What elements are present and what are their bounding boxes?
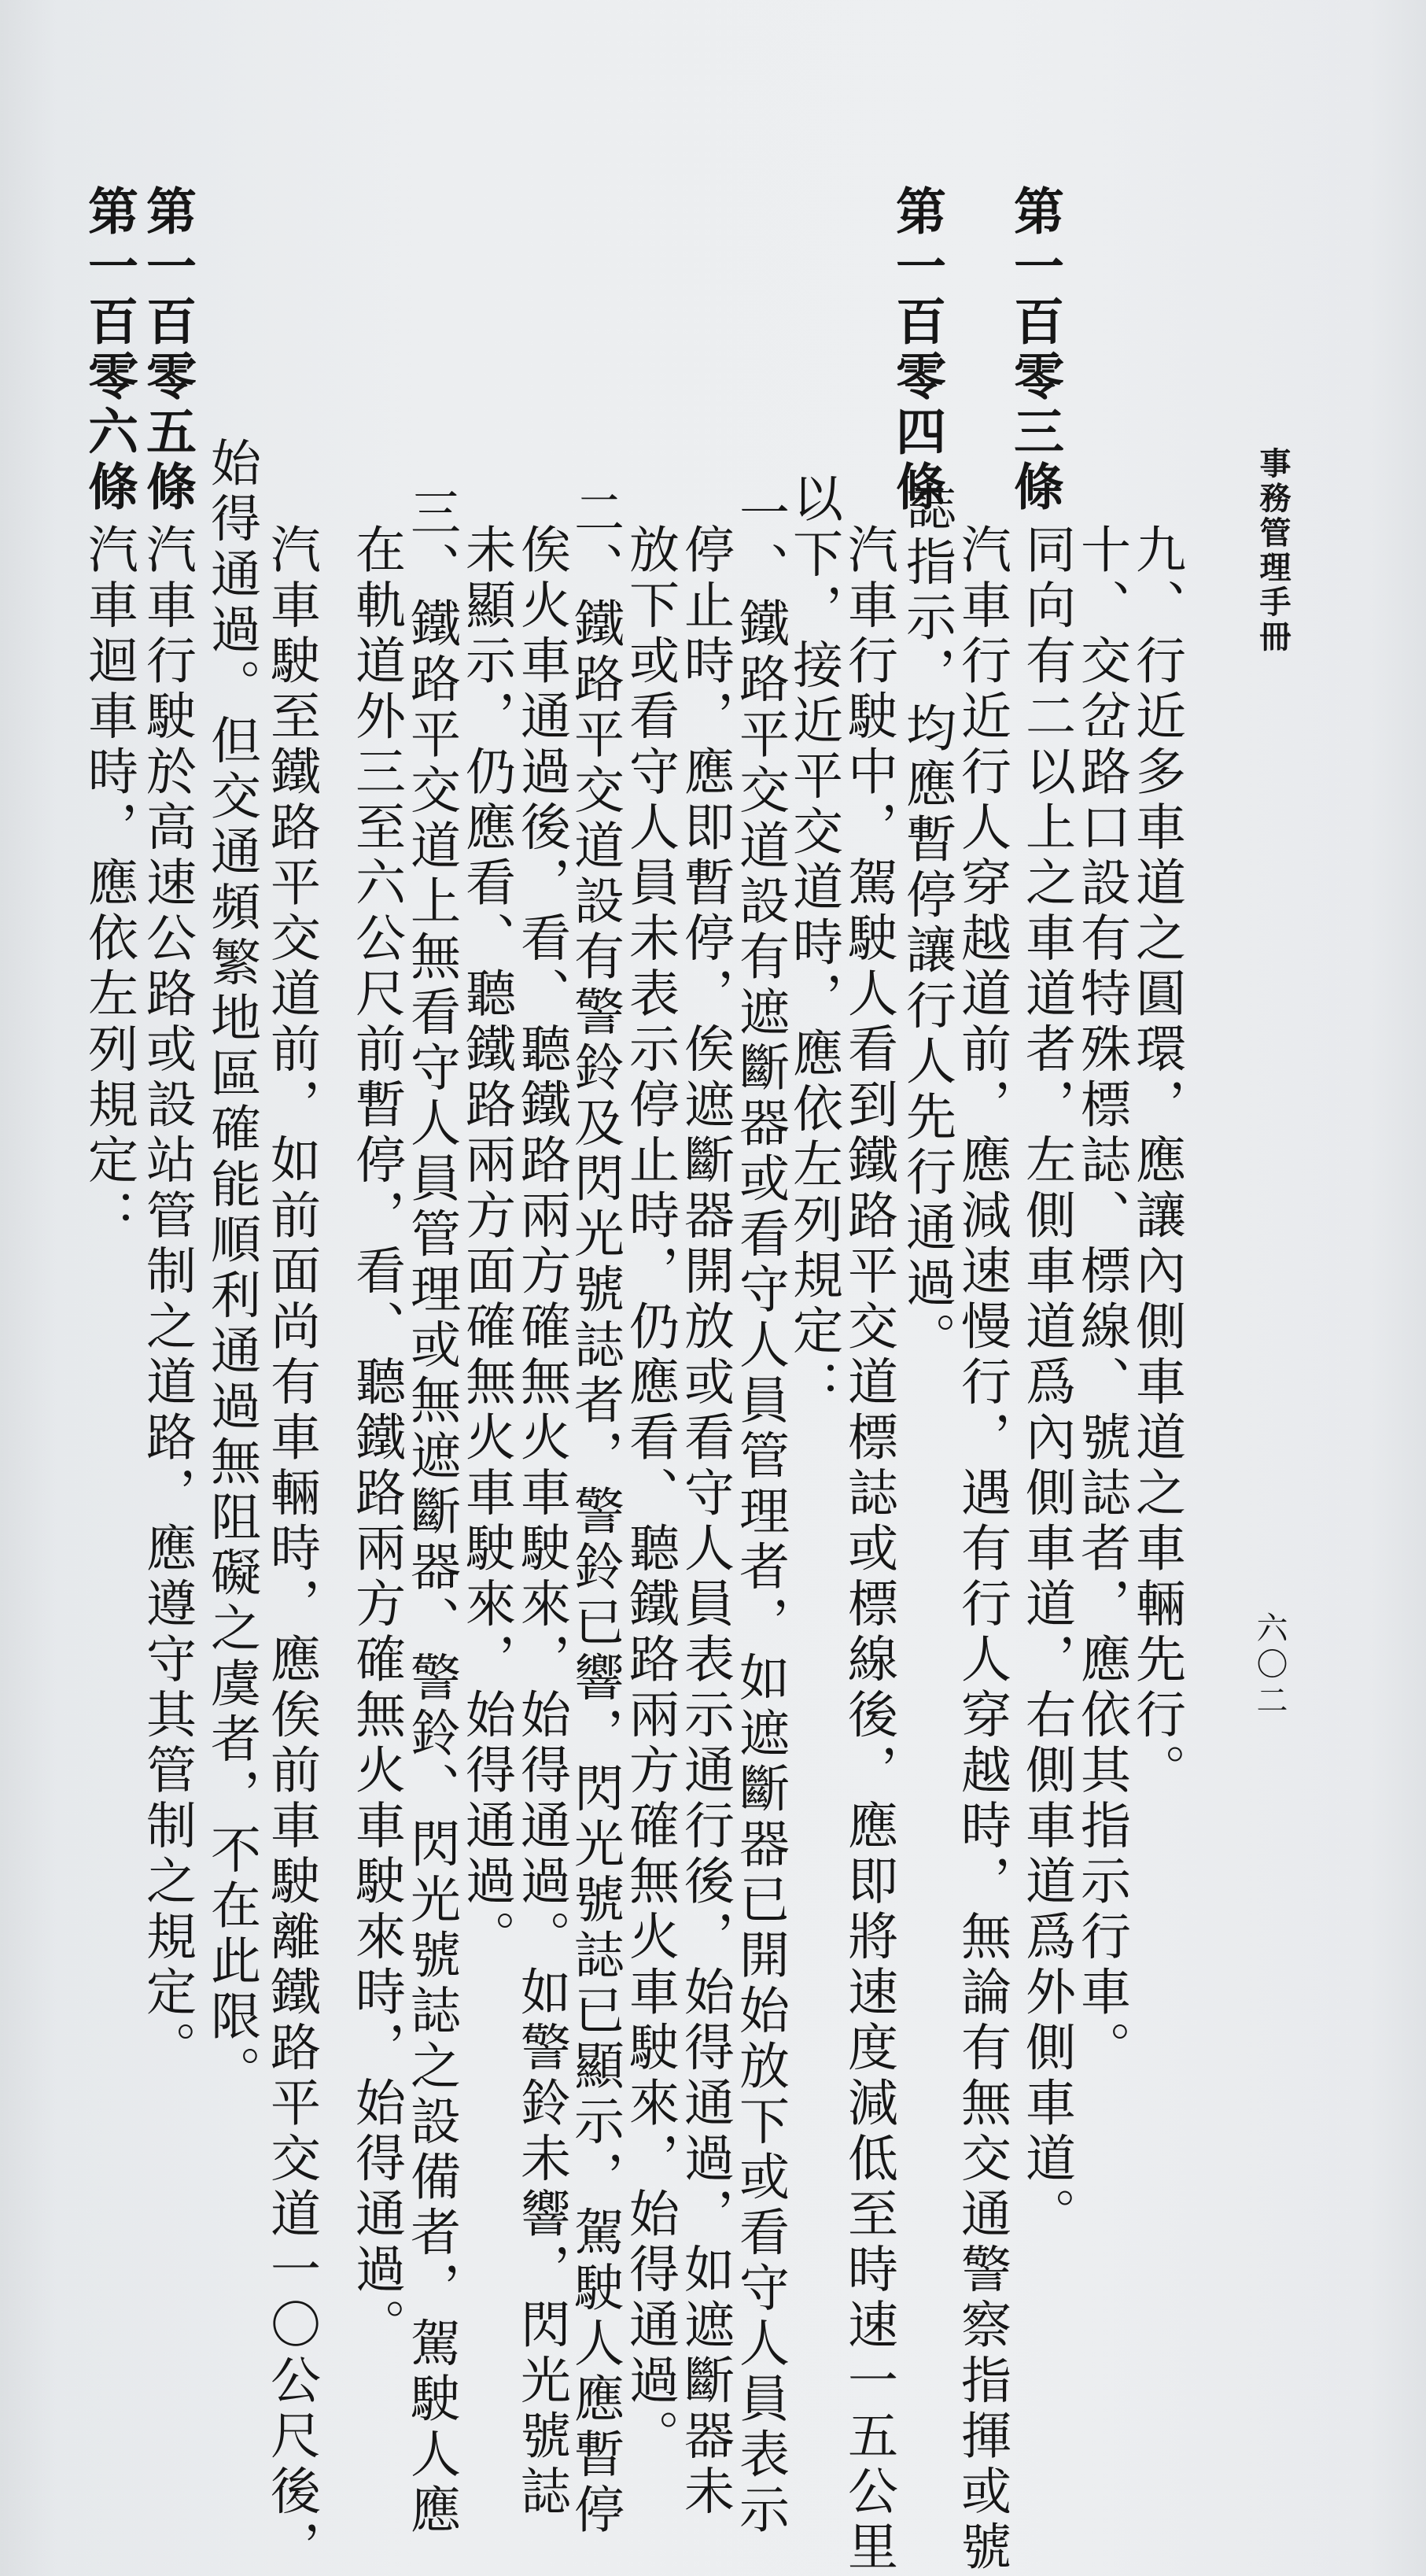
article-104-item-2-cont: 俟火車通過後，看、聽鐵路兩方確無火車駛來，始得通過。如警鈴未響，閃光號誌 [512,523,570,2520]
article-104-para-2: 汽車駛至鐵路平交道前，如前面尚有車輛時，應俟前車駛離鐵路平交道一〇公尺後， [262,523,320,2576]
article-104-line-2: 以下，接近平交道時，應依左列規定： [784,472,842,1415]
paragraph-line: 同向有二以上之車道者，左側車道爲內側車道，右側車道爲外側車道。 [1017,523,1075,2243]
running-header: 事務管理手冊 [1255,447,1291,655]
article-104-item-2-cont-2: 未顯示，仍應看、聽鐵路兩方面確無火車駛來，始得通過。 [457,523,515,1965]
article-104-para-2-cont: 始得通過。但交通頻繁地區確能順利通過無阻礙之虞者，不在此限。 [202,437,260,2101]
article-103-line-2: 誌指示，均應暫停讓行人先行通過。 [897,480,956,1367]
article-105-line-1: 汽車行駛於高速公路或設站管制之道路，應遵守其管制之規定。 [138,523,196,2076]
list-item-9: 九、行近多車道之圓環，應讓內側車道之車輛先行。 [1127,523,1185,1799]
article-104-item-2: 二、鐵路平交道設有警鈴及閃光號誌者，警鈴已響，閃光號誌已顯示，駕駛人應暫停 [566,486,624,2539]
article-104-label: 第一百零四條 [887,185,945,515]
article-103-label: 第一百零三條 [1005,185,1063,515]
article-104-item-1-cont-2: 放下或看守人員未表示停止時，仍應看、聽鐵路兩方確無火車駛來，始得通過。 [621,523,679,2465]
article-106-line-1: 汽車迴車時，應依左列規定： [79,523,138,1245]
article-104-item-3-cont: 在軌道外三至六公尺前暫停，看、聽鐵路兩方確無火車駛來時，始得通過。 [347,523,405,2354]
article-104-item-1: 一、鐵路平交道設有遮斷器或看守人員管理者，如遮斷器已開始放下或看守人員表示 [731,486,789,2539]
article-104-item-1-cont: 停止時，應即暫停，俟遮斷器開放或看守人員表示通行後，始得通過，如遮斷器未 [676,523,734,2520]
article-104-line-1: 汽車行駛中，駕駛人看到鐵路平交道標誌或標線後，應即將速度減低至時速一五公里 [839,523,897,2576]
article-104-item-3: 三、鐵路平交道上無看守人員管理或無遮斷器、警鈴、閃光號誌之設備者，駕駛人應 [402,486,460,2539]
article-105-label: 第一百零五條 [138,185,196,515]
article-103-line-1: 汽車行近行人穿越道前，應減速慢行，遇有行人穿越時，無論有無交通警察指揮或號 [953,523,1011,2576]
list-item-10: 十、交岔路口設有特殊標誌、標線、號誌者，應依其指示行車。 [1072,523,1130,2076]
page-number: 六〇二 [1251,1611,1288,1720]
article-106-label: 第一百零六條 [79,185,138,515]
